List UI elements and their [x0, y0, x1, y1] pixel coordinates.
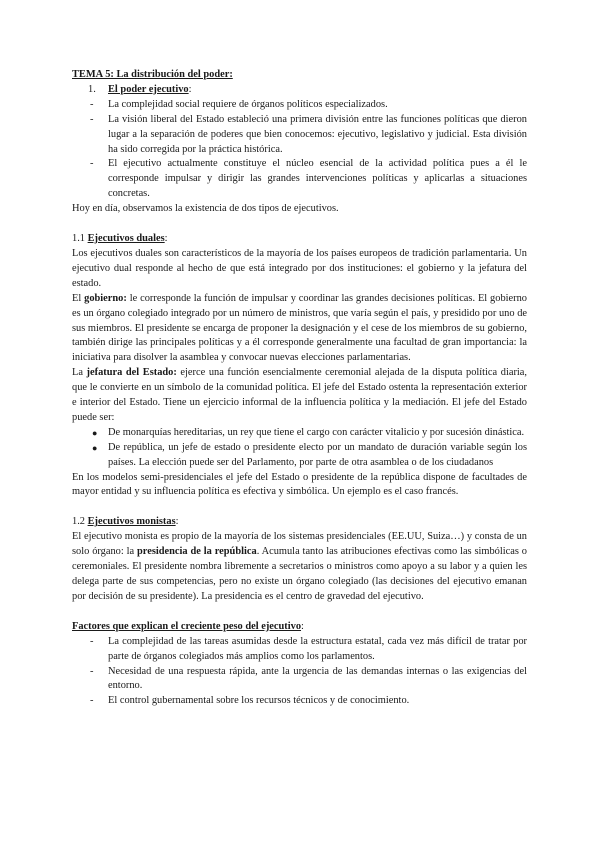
list-item: - La complejidad social requiere de órganos políticos especializados. [90, 98, 388, 110]
paragraph-gobierno: El gobierno: le corresponde la función de impulsar y coordinar las grandes decisiones políticas. El gobierno es un órgano colegiado integrado por un número de ministros, que varía según el país, y presidido por uno de sus miembros. El presidente se encarga de proponer la designación y el cese de los miembros de su gobierno, también dirige las principales políticas y a él corresponde generalmente una facultad de gran importancia: la iniciativa para disolver la asamblea y convocar nuevas elecciones parlamentarias. [72, 292, 527, 364]
subsection-heading: Factores que explican el creciente peso del ejecutivo: [72, 620, 304, 632]
paragraph: Los ejecutivos duales son característicos de la mayoría de los países europeos de tradición parlamentaria. Un ejecutivo dual responde al hecho de que está integrado por dos instituciones: el gobierno y la jefatura del estado. [72, 247, 527, 289]
page-title: TEMA 5: La distribución del poder: [72, 69, 233, 80]
subsection-heading: 1.1 Ejecutivos duales: [72, 233, 168, 245]
paragraph: En los modelos semi-presidenciales el jefe del Estado o presidente de la república dispone de facultades de mayor entidad y su influencia política es efectiva y simbólica. Un ejemplo es el caso francés. [72, 471, 527, 498]
section1-list [72, 98, 527, 202]
paragraph: Hoy en día, observamos la existencia de dos tipos de ejecutivos. [72, 203, 339, 215]
list-item: - La visión liberal del Estado estableció una primera división entre las funciones políticas que dieron lugar a la separación de poderes que bien conocemos: ejecutivo, legislativo y judicial. Esta división ha sido corregida por la práctica histórica. [90, 113, 527, 155]
paragraph: El ejecutivo monista es propio de la mayoría de los sistemas presidenciales (EE.UU, Suiza…) y consta de un solo órgano: la presidencia de la república. Acumula tanto las atribuciones efectivas como las simbólicas o ceremoniales. El presidente nombra libremente a secretarios o ministros como apoyo a su labor y a quien les delega parte de sus competencias, pero no existe un órgano colegiado (las decisiones del ejecutivo emanan por decisión de su presidente). La presidencia es el centro de gravedad del ejecutivo. [72, 531, 527, 602]
section-number: 1. [88, 83, 96, 95]
paragraph-jefatura: La jefatura del Estado: ejerce una función esencialmente ceremonial alejada de la disputa política diaria, que le convierte en un símbolo de la comunidad política. El jefe del Estado ostenta la representación exterior e interior del Estado. Tiene un ejercicio informal de la influencia política y la mediación. El jefe del Estado puede ser: [72, 367, 527, 423]
list-item: - Necesidad de una respuesta rápida, ante la urgencia de las demandas internas o las exigencias del entorno. [90, 665, 527, 692]
list-item: - El control gubernamental sobre los recursos técnicos y de conocimiento. [90, 695, 410, 707]
section-heading-1: 1. El poder ejecutivo: [72, 83, 527, 98]
list-item: ● De monarquías hereditarias, un rey que tiene el cargo con carácter vitalicio y por sucesión dinástica. [72, 426, 527, 441]
bullet-list [72, 426, 527, 471]
subsection-heading: 1.2 Ejecutivos monistas: [72, 516, 179, 528]
list-item: ● De república, un jefe de estado o presidente electo por un mandato de duración variable según los países. La elección puede ser del Parlamento, por parte de otra asamblea o de los ciudadanos [72, 441, 527, 471]
factores-list [72, 635, 527, 710]
list-item: - El ejecutivo actualmente constituye el núcleo esencial de la actividad política pues a él le corresponde impulsar y dirigir las grandes intervenciones políticas y aplicarlas a situaciones concretas. [90, 158, 527, 200]
section-heading-text: El poder ejecutivo [108, 83, 189, 95]
list-item: - La complejidad de las tareas asumidas desde la estructura estatal, cada vez más difícil de tratar por parte de órganos colegiados más amplios como los parlamentos. [90, 635, 527, 662]
bullet-icon: ● [92, 427, 98, 438]
document-page [72, 68, 527, 709]
bullet-icon: ● [92, 442, 98, 453]
